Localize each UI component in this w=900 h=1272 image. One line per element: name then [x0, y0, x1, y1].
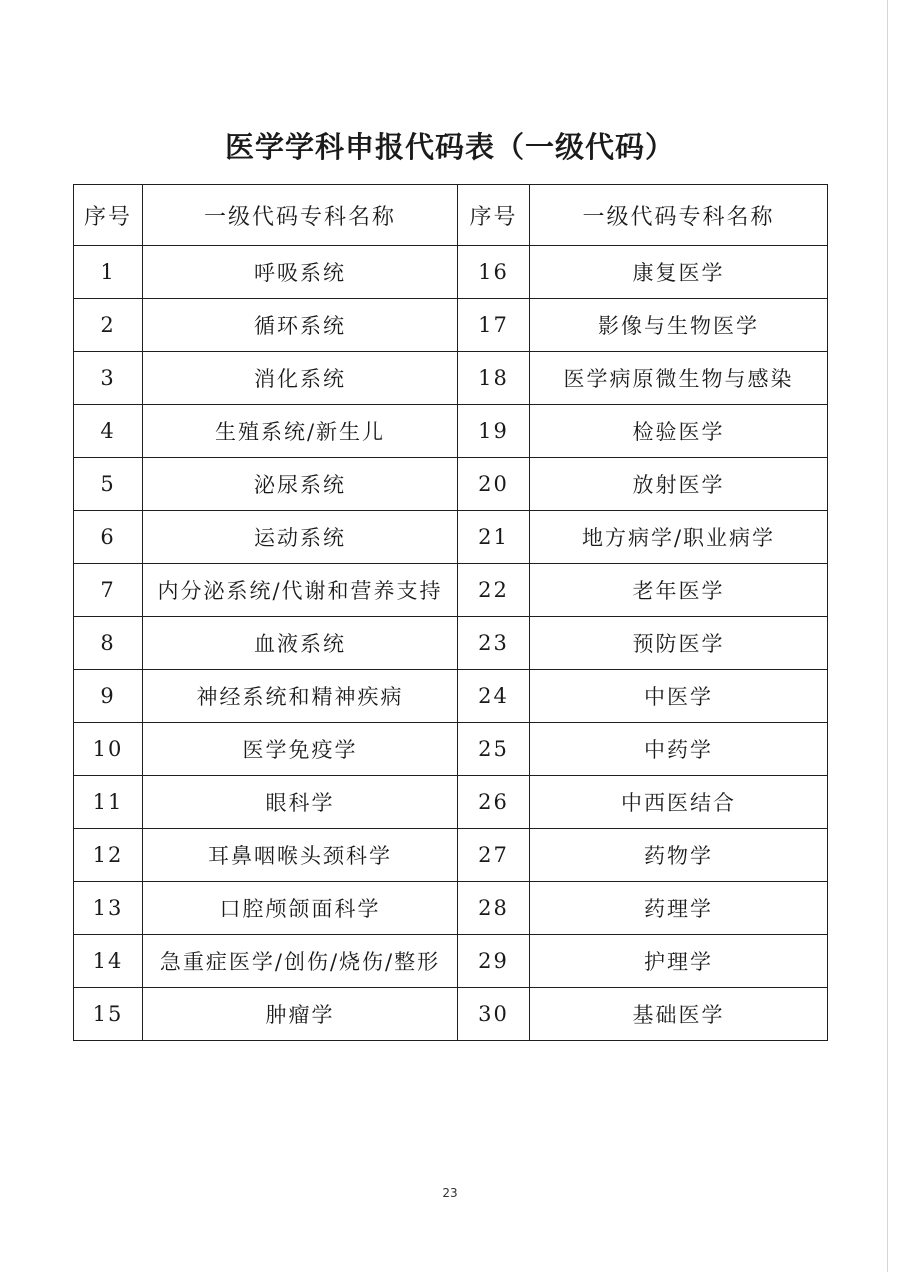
table-row: [74, 935, 828, 988]
left-name-cell: 口腔颅颌面科学: [143, 882, 458, 935]
right-name-cell: 放射医学: [530, 458, 828, 511]
left-name-cell: 急重症医学/创伤/烧伤/整形: [143, 935, 458, 988]
left-name-cell: 运动系统: [143, 511, 458, 564]
left-name-cell: 眼科学: [143, 776, 458, 829]
left-name-cell: 循环系统: [143, 299, 458, 352]
right-number-cell: 16: [458, 246, 530, 299]
left-number-cell: 11: [74, 776, 143, 829]
header-right-number: 序号: [458, 185, 530, 246]
right-number-cell: 19: [458, 405, 530, 458]
right-number-cell: 29: [458, 935, 530, 988]
table-row: [74, 723, 828, 776]
right-name-cell: 中药学: [530, 723, 828, 776]
header-right-name: 一级代码专科名称: [530, 185, 828, 246]
table-row: [74, 458, 828, 511]
right-number-cell: 30: [458, 988, 530, 1041]
left-number-cell: 6: [74, 511, 143, 564]
table-header-row: [74, 185, 828, 246]
left-number-cell: 15: [74, 988, 143, 1041]
table-row: [74, 829, 828, 882]
right-number-cell: 26: [458, 776, 530, 829]
left-number-cell: 10: [74, 723, 143, 776]
right-number-cell: 24: [458, 670, 530, 723]
table-row: [74, 776, 828, 829]
right-name-cell: 检验医学: [530, 405, 828, 458]
right-number-cell: 17: [458, 299, 530, 352]
header-left-number: 序号: [74, 185, 143, 246]
right-name-cell: 康复医学: [530, 246, 828, 299]
table-row: [74, 511, 828, 564]
left-number-cell: 8: [74, 617, 143, 670]
right-name-cell: 药理学: [530, 882, 828, 935]
table-row: [74, 246, 828, 299]
left-number-cell: 4: [74, 405, 143, 458]
right-number-cell: 28: [458, 882, 530, 935]
subject-code-table: [73, 184, 828, 1041]
table-row: [74, 670, 828, 723]
left-number-cell: 13: [74, 882, 143, 935]
left-name-cell: 泌尿系统: [143, 458, 458, 511]
left-name-cell: 血液系统: [143, 617, 458, 670]
right-name-cell: 医学病原微生物与感染: [530, 352, 828, 405]
document-title: 医学学科申报代码表（一级代码）: [224, 130, 675, 165]
right-name-cell: 药物学: [530, 829, 828, 882]
right-name-cell: 影像与生物医学: [530, 299, 828, 352]
right-number-cell: 21: [458, 511, 530, 564]
left-number-cell: 12: [74, 829, 143, 882]
left-name-cell: 呼吸系统: [143, 246, 458, 299]
right-name-cell: 中医学: [530, 670, 828, 723]
right-number-cell: 27: [458, 829, 530, 882]
left-number-cell: 9: [74, 670, 143, 723]
left-number-cell: 1: [74, 246, 143, 299]
left-name-cell: 神经系统和精神疾病: [143, 670, 458, 723]
header-left-name: 一级代码专科名称: [143, 185, 458, 246]
right-name-cell: 护理学: [530, 935, 828, 988]
table-row: [74, 882, 828, 935]
left-name-cell: 内分泌系统/代谢和营养支持: [143, 564, 458, 617]
left-name-cell: 医学免疫学: [143, 723, 458, 776]
right-number-cell: 18: [458, 352, 530, 405]
table-row: [74, 617, 828, 670]
left-number-cell: 14: [74, 935, 143, 988]
table-row: [74, 405, 828, 458]
right-name-cell: 地方病学/职业病学: [530, 511, 828, 564]
left-name-cell: 肿瘤学: [143, 988, 458, 1041]
page-number: 23: [442, 1186, 458, 1200]
table-row: [74, 564, 828, 617]
left-number-cell: 7: [74, 564, 143, 617]
left-number-cell: 5: [74, 458, 143, 511]
right-name-cell: 预防医学: [530, 617, 828, 670]
left-number-cell: 3: [74, 352, 143, 405]
left-name-cell: 生殖系统/新生儿: [143, 405, 458, 458]
right-number-cell: 25: [458, 723, 530, 776]
right-name-cell: 老年医学: [530, 564, 828, 617]
right-number-cell: 20: [458, 458, 530, 511]
left-number-cell: 2: [74, 299, 143, 352]
right-number-cell: 23: [458, 617, 530, 670]
page-edge-line: [887, 0, 888, 1272]
right-name-cell: 基础医学: [530, 988, 828, 1041]
table-row: [74, 299, 828, 352]
table-row: [74, 352, 828, 405]
right-name-cell: 中西医结合: [530, 776, 828, 829]
left-name-cell: 耳鼻咽喉头颈科学: [143, 829, 458, 882]
right-number-cell: 22: [458, 564, 530, 617]
left-name-cell: 消化系统: [143, 352, 458, 405]
table-row: [74, 988, 828, 1041]
